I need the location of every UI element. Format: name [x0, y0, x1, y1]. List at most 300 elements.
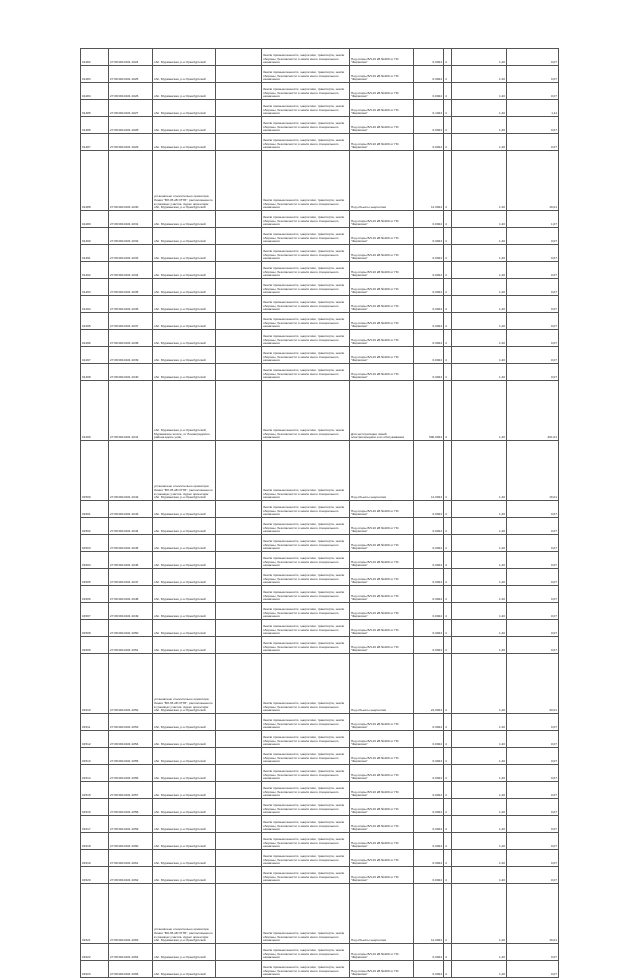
sum-value: 0,07: [507, 296, 559, 313]
row-number: 01508: [81, 620, 109, 637]
area-value: 0,0024: [414, 782, 444, 799]
cadastral-number: 27:08:0010101:1060: [109, 833, 153, 850]
spacer-cell: [216, 330, 262, 347]
address: обл. Мурманская, р-н Оренбургский: [153, 748, 216, 765]
spacer-cell: [216, 100, 262, 117]
table-row: [81, 518, 559, 535]
rate-value: 1,40: [452, 228, 507, 245]
cadastral-number: 27:08:0010101:1053: [109, 714, 153, 731]
address: обл. Мурманская, р-н Оренбургский: [153, 228, 216, 245]
area-value: 0,0024: [414, 603, 444, 620]
row-number: 01515: [81, 782, 109, 799]
sum-value: 16,01: [507, 441, 559, 501]
unit-value: 4: [444, 441, 452, 501]
area-value: 0,0024: [414, 330, 444, 347]
row-number: 01504: [81, 552, 109, 569]
row-number: 01517: [81, 816, 109, 833]
unit-value: 4: [444, 313, 452, 330]
cadastral-number: 27:08:0010101:1052: [109, 654, 153, 714]
cadastral-number: 27:08:0010101:1057: [109, 782, 153, 799]
permitted-use: Под опоры ВЛ-10 кВ №100 от ПС "Фермская": [350, 569, 414, 586]
row-number: 01510: [81, 654, 109, 714]
row-number: 01498: [81, 364, 109, 381]
table-row: [81, 782, 559, 799]
rate-value: 1,40: [452, 441, 507, 501]
spacer-cell: [216, 637, 262, 654]
area-value: 0,0024: [414, 944, 444, 961]
area-value: 0,0024: [414, 765, 444, 782]
land-category: Земли промышленности, энергетики, транспорта, земли обороны, безопасности и земли иного специального назначения: [262, 586, 350, 603]
address: обл. Мурманская, р-н Оренбургский: [153, 49, 216, 66]
table-row: [81, 884, 559, 944]
spacer-cell: [216, 714, 262, 731]
spacer-cell: [216, 262, 262, 279]
rate-value: 1,40: [452, 364, 507, 381]
row-number: 01502: [81, 518, 109, 535]
land-category: Земли промышленности, энергетики, транспорта, земли обороны, безопасности и земли иного специального назначения: [262, 330, 350, 347]
cadastral-number: 27:08:0010101:1036: [109, 296, 153, 313]
table-row: [81, 83, 559, 100]
rate-value: 1,40: [452, 330, 507, 347]
spacer-cell: [216, 731, 262, 748]
address: установлено относительно ориентира Линия "ВЛ-35 кВ ОТ35", расположенного в границах участка. Адрес ориентира: обл. Мурманская, р-н Оренбургский: [153, 654, 216, 714]
row-number: 01491: [81, 245, 109, 262]
spacer-cell: [216, 296, 262, 313]
land-category: Земли промышленности, энергетики, транспорта, земли обороны, безопасности и земли иного специального назначения: [262, 637, 350, 654]
permitted-use: Для эксплуатации линий электропередачи и их обслуживания: [350, 381, 414, 441]
cadastral-number: 27:08:0010101:1033: [109, 245, 153, 262]
rate-value: 1,40: [452, 83, 507, 100]
address: обл. Мурманская, р-н Оренбургский: [153, 714, 216, 731]
area-value: 0,0024: [414, 518, 444, 535]
rate-value: 1,40: [452, 552, 507, 569]
land-category: Земли промышленности, энергетики, транспорта, земли обороны, безопасности и земли иного специального назначения: [262, 620, 350, 637]
land-category: Земли промышленности, энергетики, транспорта, земли обороны, безопасности и земли иного специального назначения: [262, 117, 350, 134]
table-row: [81, 765, 559, 782]
sum-value: 0,07: [507, 313, 559, 330]
address: установлено относительно ориентира Линия "ВЛ-35 кВ ОТ35", расположенного в границах участка. Адрес ориентира: обл. Мурманская, р-н Оренбургский: [153, 884, 216, 944]
sum-value: 0,07: [507, 731, 559, 748]
land-category: Земли промышленности, энергетики, транспорта, земли обороны, безопасности и земли иного специального назначения: [262, 748, 350, 765]
unit-value: 4: [444, 49, 452, 66]
spacer-cell: [216, 49, 262, 66]
row-number: 01493: [81, 279, 109, 296]
unit-value: 4: [444, 850, 452, 867]
area-value: 0,0024: [414, 586, 444, 603]
address: обл. Мурманская, р-н Оренбургский: [153, 799, 216, 816]
sum-value: 16,01: [507, 151, 559, 211]
land-category: Земли промышленности, энергетики, транспорта, земли обороны, безопасности и земли иного специального назначения: [262, 381, 350, 441]
area-value: 0,0024: [414, 501, 444, 518]
rate-value: 1,40: [452, 66, 507, 83]
permitted-use: Под опоры ВЛ-10 кВ №100 от ПС "Фермская": [350, 262, 414, 279]
cadastral-number: 27:08:0010101:1024: [109, 49, 153, 66]
land-category: Земли промышленности, энергетики, транспорта, земли обороны, безопасности и земли иного специального назначения: [262, 49, 350, 66]
spacer-cell: [216, 364, 262, 381]
address: установлено относительно ориентира Линия "ВЛ-35 кВ ОТ35", расположенного в границах участка. Адрес ориентира: обл. Мурманская, р-н Оренбургский: [153, 441, 216, 501]
cadastral-number: 27:08:0010101:1063: [109, 884, 153, 944]
row-number: 01514: [81, 765, 109, 782]
address: обл. Мурманская, р-н Оренбургский: [153, 134, 216, 151]
row-number: 01496: [81, 330, 109, 347]
row-number: 01488: [81, 151, 109, 211]
land-category: Земли промышленности, энергетики, транспорта, земли обороны, безопасности и земли иного специального назначения: [262, 731, 350, 748]
rate-value: 1,40: [452, 151, 507, 211]
sum-value: 0,07: [507, 748, 559, 765]
land-category: Земли промышленности, энергетики, транспорта, земли обороны, безопасности и земли иного специального назначения: [262, 654, 350, 714]
area-value: 0,0024: [414, 552, 444, 569]
land-category: Земли промышленности, энергетики, транспорта, земли обороны, безопасности и земли иного специального назначения: [262, 884, 350, 944]
table-row: [81, 134, 559, 151]
row-number: 01499: [81, 381, 109, 441]
land-category: Земли промышленности, энергетики, транспорта, земли обороны, безопасности и земли иного специального назначения: [262, 961, 350, 978]
rate-value: 1,40: [452, 714, 507, 731]
address: обл. Мурманская, р-н Оренбургский: [153, 620, 216, 637]
rate-value: 1,40: [452, 654, 507, 714]
sum-value: 0,07: [507, 552, 559, 569]
permitted-use: Под опоры ВЛ-10 кВ №100 от ПС "Фермская": [350, 279, 414, 296]
rate-value: 1,40: [452, 347, 507, 364]
row-number: 01494: [81, 296, 109, 313]
area-value: 11,0024: [414, 884, 444, 944]
row-number: 01490: [81, 228, 109, 245]
unit-value: 4: [444, 535, 452, 552]
unit-value: 4: [444, 603, 452, 620]
rate-value: 1,40: [452, 100, 507, 117]
spacer-cell: [216, 850, 262, 867]
area-value: 0,0024: [414, 850, 444, 867]
rate-value: 1,40: [452, 637, 507, 654]
spacer-cell: [216, 279, 262, 296]
land-category: Земли промышленности, энергетики, транспорта, земли обороны, безопасности и земли иного специального назначения: [262, 867, 350, 884]
land-category: Земли промышленности, энергетики, транспорта, земли обороны, безопасности и земли иного специального назначения: [262, 518, 350, 535]
area-value: 0,1024: [414, 100, 444, 117]
cadastral-number: 27:08:0010101:1042: [109, 441, 153, 501]
table-row: [81, 748, 559, 765]
table-row: [81, 49, 559, 66]
spacer-cell: [216, 313, 262, 330]
permitted-use: Под опоры ВЛ-10 кВ №100 от ПС "Фермская": [350, 535, 414, 552]
permitted-use: Под опоры ВЛ-10 кВ №100 от ПС "Фермская": [350, 833, 414, 850]
cadastral-number: 27:08:0010101:1049: [109, 603, 153, 620]
sum-value: 0,07: [507, 66, 559, 83]
permitted-use: Под опоры ВЛ-10 кВ №100 от ПС "Фермская": [350, 765, 414, 782]
table-row: [81, 637, 559, 654]
table-row: [81, 569, 559, 586]
spacer-cell: [216, 569, 262, 586]
row-number: 01506: [81, 586, 109, 603]
table-row: [81, 296, 559, 313]
permitted-use: Под объекты энергетики: [350, 654, 414, 714]
permitted-use: Под опоры ВЛ-10 кВ №100 от ПС "Фермская": [350, 850, 414, 867]
sum-value: 0,07: [507, 714, 559, 731]
sum-value: 0,07: [507, 586, 559, 603]
area-value: 0,0024: [414, 816, 444, 833]
sum-value: 0,07: [507, 518, 559, 535]
unit-value: 4: [444, 731, 452, 748]
land-category: Земли промышленности, энергетики, транспорта, земли обороны, безопасности и земли иного специального назначения: [262, 211, 350, 228]
area-value: 0,0024: [414, 134, 444, 151]
cadastral-number: 27:08:0010101:1029: [109, 134, 153, 151]
sum-value: 0,07: [507, 245, 559, 262]
row-number: 01483: [81, 66, 109, 83]
area-value: 0,0024: [414, 620, 444, 637]
rate-value: 1,40: [452, 867, 507, 884]
land-category: Земли промышленности, энергетики, транспорта, земли обороны, безопасности и земли иного специального назначения: [262, 134, 350, 151]
sum-value: 1,11: [507, 100, 559, 117]
permitted-use: Под опоры ВЛ-10 кВ №100 от ПС "Фермская": [350, 603, 414, 620]
rate-value: 1,40: [452, 731, 507, 748]
spacer-cell: [216, 211, 262, 228]
address: обл. Мурманская, р-н Оренбургский: [153, 535, 216, 552]
permitted-use: Под опоры ВЛ-10 кВ №100 от ПС "Фермская": [350, 364, 414, 381]
address: обл. Мурманская, р-н Оренбургский: [153, 245, 216, 262]
rate-value: 1,40: [452, 620, 507, 637]
land-category: Земли промышленности, энергетики, транспорта, земли обороны, безопасности и земли иного специального назначения: [262, 944, 350, 961]
table-row: [81, 245, 559, 262]
land-category: Земли промышленности, энергетики, транспорта, земли обороны, безопасности и земли иного специального назначения: [262, 262, 350, 279]
sum-value: 0,07: [507, 569, 559, 586]
row-number: 01520: [81, 867, 109, 884]
unit-value: 4: [444, 117, 452, 134]
land-category: Земли промышленности, энергетики, транспорта, земли обороны, безопасности и земли иного специального назначения: [262, 501, 350, 518]
unit-value: 4: [444, 714, 452, 731]
area-value: 0,0024: [414, 296, 444, 313]
unit-value: 4: [444, 620, 452, 637]
land-category: Земли промышленности, энергетики, транспорта, земли обороны, безопасности и земли иного специального назначения: [262, 296, 350, 313]
row-number: 01513: [81, 748, 109, 765]
rate-value: 1,40: [452, 501, 507, 518]
land-register-table: [80, 48, 559, 978]
address: обл. Мурманская, р-н Оренбургский: [153, 501, 216, 518]
area-value: 0,0024: [414, 83, 444, 100]
address: обл. Мурманская, р-н Оренбургский: [153, 211, 216, 228]
address: обл. Мурманская, р-н Оренбургский: [153, 296, 216, 313]
address: обл. Мурманская, р-н Оренбургский: [153, 816, 216, 833]
address: обл. Мурманская, р-н Оренбургский: [153, 279, 216, 296]
spacer-cell: [216, 347, 262, 364]
permitted-use: Под опоры ВЛ-10 кВ №100 от ПС "Фермская": [350, 816, 414, 833]
area-value: 0,0024: [414, 637, 444, 654]
row-number: 01512: [81, 731, 109, 748]
land-category: Земли промышленности, энергетики, транспорта, земли обороны, безопасности и земли иного специального назначения: [262, 603, 350, 620]
table-row: [81, 100, 559, 117]
spacer-cell: [216, 765, 262, 782]
row-number: 01516: [81, 799, 109, 816]
spacer-cell: [216, 117, 262, 134]
rate-value: 1,40: [452, 262, 507, 279]
sum-value: 30,01: [507, 654, 559, 714]
spacer-cell: [216, 586, 262, 603]
sum-value: 0,07: [507, 765, 559, 782]
permitted-use: Под опоры ВЛ-10 кВ №100 от ПС "Фермская": [350, 637, 414, 654]
sum-value: 0,07: [507, 833, 559, 850]
spacer-cell: [216, 535, 262, 552]
land-category: Земли промышленности, энергетики, транспорта, земли обороны, безопасности и земли иного специального назначения: [262, 347, 350, 364]
permitted-use: Под опоры ВЛ-10 кВ №100 от ПС "Фермская": [350, 620, 414, 637]
table-row: [81, 313, 559, 330]
permitted-use: Под опоры ВЛ-10 кВ №100 от ПС "Фермская": [350, 867, 414, 884]
rate-value: 1,40: [452, 117, 507, 134]
area-value: 0,0024: [414, 211, 444, 228]
sum-value: 1,07: [507, 211, 559, 228]
unit-value: 4: [444, 381, 452, 441]
unit-value: 4: [444, 961, 452, 978]
sum-value: 0,07: [507, 944, 559, 961]
land-category: Земли промышленности, энергетики, транспорта, земли обороны, безопасности и земли иного специального назначения: [262, 569, 350, 586]
land-category: Земли промышленности, энергетики, транспорта, земли обороны, безопасности и земли иного специального назначения: [262, 66, 350, 83]
sum-value: 0,07: [507, 961, 559, 978]
unit-value: 4: [444, 347, 452, 364]
spacer-cell: [216, 552, 262, 569]
area-value: 0,0024: [414, 228, 444, 245]
table-row: [81, 228, 559, 245]
permitted-use: Под опоры ВЛ-10 кВ №100 от ПС "Фермская": [350, 228, 414, 245]
address: обл. Мурманская, р-н Оренбургский: [153, 347, 216, 364]
rate-value: 1,40: [452, 782, 507, 799]
row-number: 01519: [81, 850, 109, 867]
unit-value: 4: [444, 364, 452, 381]
area-value: 0,0024: [414, 833, 444, 850]
permitted-use: Под опоры ВЛ-10 кВ №100 от ПС "Фермская": [350, 66, 414, 83]
table-row: [81, 816, 559, 833]
row-number: 01484: [81, 83, 109, 100]
cadastral-number: 27:08:0010101:1048: [109, 586, 153, 603]
cadastral-number: 27:08:0010101:1059: [109, 816, 153, 833]
sum-value: 0,07: [507, 347, 559, 364]
unit-value: 4: [444, 245, 452, 262]
cadastral-number: 27:08:0010101:1043: [109, 501, 153, 518]
area-value: 21,0024: [414, 654, 444, 714]
address: обл. Мурманская, р-н Оренбургский: [153, 262, 216, 279]
permitted-use: Под опоры ВЛ-10 кВ №100 от ПС "Фермская": [350, 245, 414, 262]
table-row: [81, 850, 559, 867]
cadastral-number: 27:08:0010101:1035: [109, 279, 153, 296]
address: обл. Мурманская, р-н Оренбургский: [153, 100, 216, 117]
address: обл. Мурманская, р-н Оренбургский: [153, 603, 216, 620]
permitted-use: Под опоры ВЛ-10 кВ №100 от ПС "Фермская": [350, 501, 414, 518]
cadastral-number: 27:08:0010101:1028: [109, 117, 153, 134]
land-category: Земли промышленности, энергетики, транспорта, земли обороны, безопасности и земли иного специального назначения: [262, 245, 350, 262]
address: обл. Мурманская, р-н Оренбургский, Мурманское шоссе, от Ленинградского района вдоль улиц: [153, 381, 216, 441]
land-category: Земли промышленности, энергетики, транспорта, земли обороны, безопасности и земли иного специального назначения: [262, 100, 350, 117]
unit-value: 4: [444, 262, 452, 279]
cadastral-number: 27:08:0010101:1065: [109, 961, 153, 978]
row-number: 01495: [81, 313, 109, 330]
unit-value: 4: [444, 279, 452, 296]
unit-value: 4: [444, 552, 452, 569]
sum-value: 0,07: [507, 83, 559, 100]
land-category: Земли промышленности, энергетики, транспорта, земли обороны, безопасности и земли иного специального назначения: [262, 765, 350, 782]
spacer-cell: [216, 654, 262, 714]
unit-value: 4: [444, 83, 452, 100]
address: обл. Мурманская, р-н Оренбургский: [153, 117, 216, 134]
permitted-use: Под опоры ВЛ-10 кВ №100 от ПС "Фермская": [350, 731, 414, 748]
area-value: 0,0024: [414, 347, 444, 364]
permitted-use: Под опоры ВЛ-10 кВ №100 от ПС "Фермская": [350, 347, 414, 364]
sum-value: 0,07: [507, 782, 559, 799]
rate-value: 1,40: [452, 884, 507, 944]
cadastral-number: 27:08:0010101:1039: [109, 347, 153, 364]
address: обл. Мурманская, р-н Оренбургский: [153, 637, 216, 654]
area-value: 0,0024: [414, 714, 444, 731]
row-number: 01482: [81, 49, 109, 66]
permitted-use: Под опоры ВЛ-10 кВ №100 от ПС "Фермская": [350, 330, 414, 347]
cadastral-number: 27:08:0010101:1025: [109, 66, 153, 83]
land-category: Земли промышленности, энергетики, транспорта, земли обороны, безопасности и земли иного специального назначения: [262, 313, 350, 330]
unit-value: 4: [444, 330, 452, 347]
rate-value: 1,40: [452, 279, 507, 296]
unit-value: 4: [444, 782, 452, 799]
table-row: [81, 833, 559, 850]
cadastral-number: 27:08:0010101:1030: [109, 151, 153, 211]
land-category: Земли промышленности, энергетики, транспорта, земли обороны, безопасности и земли иного специального назначения: [262, 714, 350, 731]
sum-value: 0,07: [507, 867, 559, 884]
unit-value: 4: [444, 134, 452, 151]
row-number: 01485: [81, 100, 109, 117]
cadastral-number: 27:08:0010101:1055: [109, 748, 153, 765]
land-category: Земли промышленности, энергетики, транспорта, земли обороны, безопасности и земли иного специального назначения: [262, 552, 350, 569]
address: установлено относительно ориентира Линия "ВЛ-35 кВ ОТ35", расположенного в границах участка. Адрес ориентира: обл. Мурманская, р-н Оренбургский: [153, 151, 216, 211]
unit-value: 4: [444, 833, 452, 850]
cadastral-number: 27:08:0010101:1062: [109, 867, 153, 884]
area-value: 0,0024: [414, 961, 444, 978]
cadastral-number: 27:08:0010101:1050: [109, 620, 153, 637]
land-category: Земли промышленности, энергетики, транспорта, земли обороны, безопасности и земли иного специального назначения: [262, 364, 350, 381]
sum-value: 0,07: [507, 49, 559, 66]
land-category: Земли промышленности, энергетики, транспорта, земли обороны, безопасности и земли иного специального назначения: [262, 833, 350, 850]
table-row: [81, 654, 559, 714]
permitted-use: Под опоры ВЛ-10 кВ №100 от ПС "Фермская": [350, 944, 414, 961]
row-number: 01509: [81, 637, 109, 654]
address: обл. Мурманская, р-н Оренбургский: [153, 330, 216, 347]
rate-value: 1,40: [452, 765, 507, 782]
permitted-use: Под объекты энергетики: [350, 884, 414, 944]
row-number: 01507: [81, 603, 109, 620]
table-row: [81, 381, 559, 441]
unit-value: 4: [444, 884, 452, 944]
rate-value: 1,40: [452, 245, 507, 262]
table-row: [81, 961, 559, 978]
rate-value: 1,40: [452, 211, 507, 228]
address: обл. Мурманская, р-н Оренбургский: [153, 552, 216, 569]
table-row: [81, 501, 559, 518]
land-category: Земли промышленности, энергетики, транспорта, земли обороны, безопасности и земли иного специального назначения: [262, 228, 350, 245]
rate-value: 1,40: [452, 586, 507, 603]
address: обл. Мурманская, р-н Оренбургский: [153, 66, 216, 83]
permitted-use: Под объекты энергетики: [350, 441, 414, 501]
rate-value: 1,40: [452, 49, 507, 66]
spacer-cell: [216, 782, 262, 799]
cadastral-number: 27:08:0010101:1056: [109, 765, 153, 782]
row-number: 01492: [81, 262, 109, 279]
area-value: 11,0024: [414, 441, 444, 501]
spacer-cell: [216, 884, 262, 944]
row-number: 01518: [81, 833, 109, 850]
table-row: [81, 364, 559, 381]
area-value: 0,0024: [414, 867, 444, 884]
table-row: [81, 441, 559, 501]
permitted-use: Под объекты энергетики: [350, 151, 414, 211]
rate-value: 1,40: [452, 535, 507, 552]
table-row: [81, 347, 559, 364]
row-number: 01501: [81, 501, 109, 518]
unit-value: 4: [444, 228, 452, 245]
row-number: 01505: [81, 569, 109, 586]
cadastral-number: 27:08:0010101:1058: [109, 799, 153, 816]
land-category: Земли промышленности, энергетики, транспорта, земли обороны, безопасности и земли иного специального назначения: [262, 816, 350, 833]
permitted-use: Под опоры ВЛ-10 кВ №100 от ПС "Фермская": [350, 83, 414, 100]
